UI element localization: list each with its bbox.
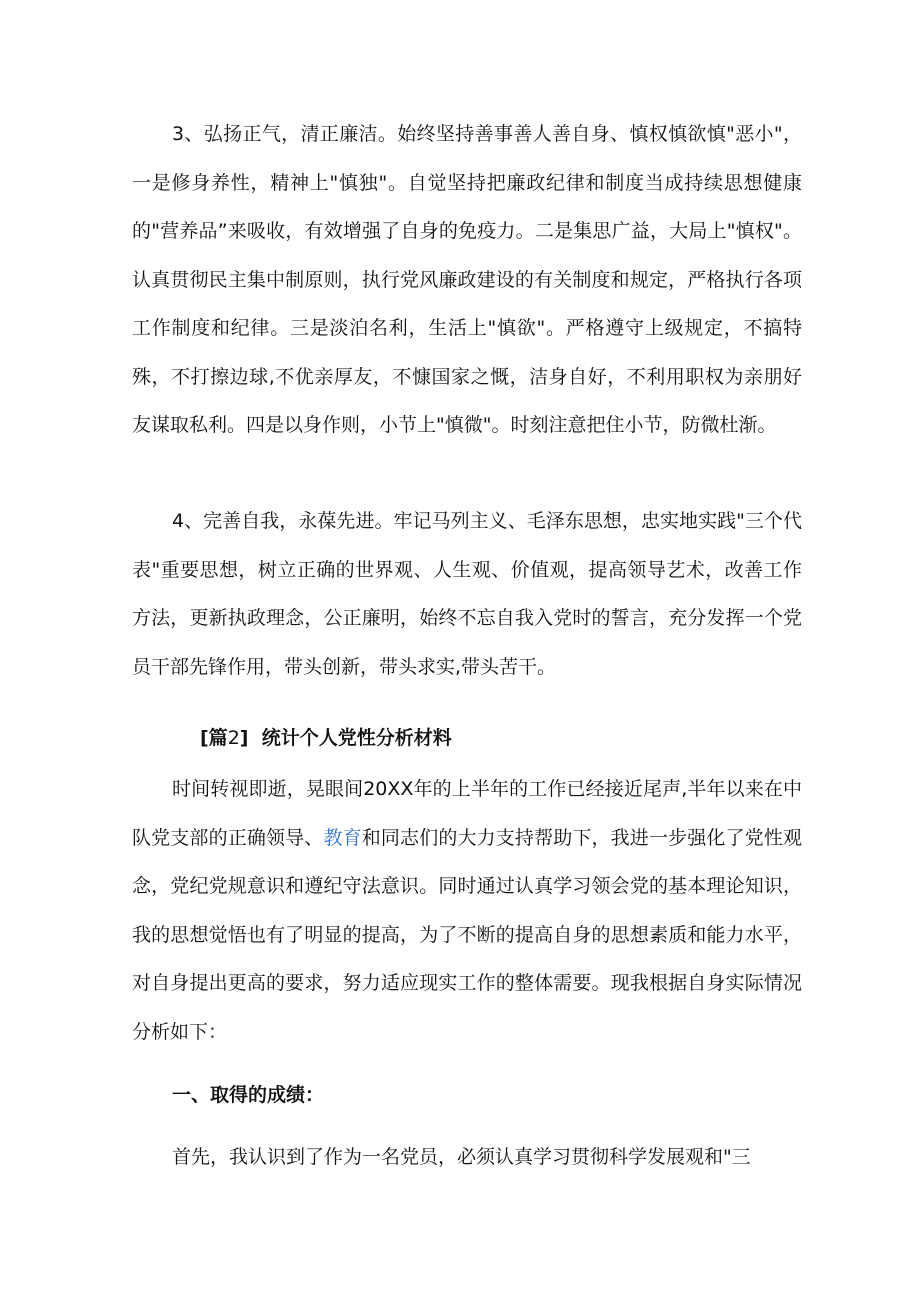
intro-text-part-2: 和同志们的大力支持帮助下，我进一步强化了党性观念，党纪党规意识和遵纪守法意识。同时通过认真学习领会党的基本理论知识，我的思想觉悟也有了明显的提高，为了不断的提高自身的思想素质和能力水平，对自身提出更高的要求，努力适应现实工作的整体需要。现我根据自身实际情况分析如下： xyxy=(132,826,802,1043)
education-link[interactable]: 教育 xyxy=(323,826,362,849)
paragraph-3: 3、弘扬正气，清正廉洁。始终坚持善事善人善自身、慎权慎欲慎"恶小"，一是修身养性，精神上"慎独"。自觉坚持把廉政纪律和制度当成持续思想健康的"营养品”来吸收，有效增强了自身的免疫力。二是集思广益，大局上"慎权"。认真贯彻民主集中制原则，执行党风廉政建设的有关制度和规定，严格执行各项工作制度和纪律。三是淡泊名利，生活上"慎欲"。严格遵守上级规定，不搞特殊，不打擦边球,不优亲厚友，不慷国家之慨，洁身自好，不利用职权为亲朋好友谋取私利。四是以身作则，小节上"慎微"。时刻注意把住小节，防微杜渐。 xyxy=(132,123,802,436)
heading-close-bracket: ] xyxy=(239,727,249,749)
heading-number: 2 xyxy=(227,727,240,749)
intro-text-part-1: 时间转视即逝，晃眼间20XX年的上半年的工作已经接近尾声,半年以来在中队党支部的正确领导、 xyxy=(132,778,802,849)
section-1-first-line: 首先，我认识到了作为一名党员，必须认真学习贯彻科学发展观和"三 xyxy=(172,1146,751,1168)
section-1-heading: 一、取得的成绩： xyxy=(172,1084,325,1106)
heading-open-bracket: [篇 xyxy=(200,727,228,749)
heading-title: 统计个人党性分析材料 xyxy=(261,727,452,749)
paragraph-4: 4、完善自我，永葆先进。牢记马列主义、毛泽东思想，忠实地实践"三个代表"重要思想，树立正确的世界观、人生观、价值观，提高领导艺术，改善工作方法，更新执政理念，公正廉明，始终不忘自我入党时的誓言，充分发挥一个党员干部先锋作用，带头创新，带头求实,带头苦干。 xyxy=(132,510,802,678)
intro-paragraph xyxy=(132,765,802,1056)
article-heading xyxy=(200,714,452,763)
